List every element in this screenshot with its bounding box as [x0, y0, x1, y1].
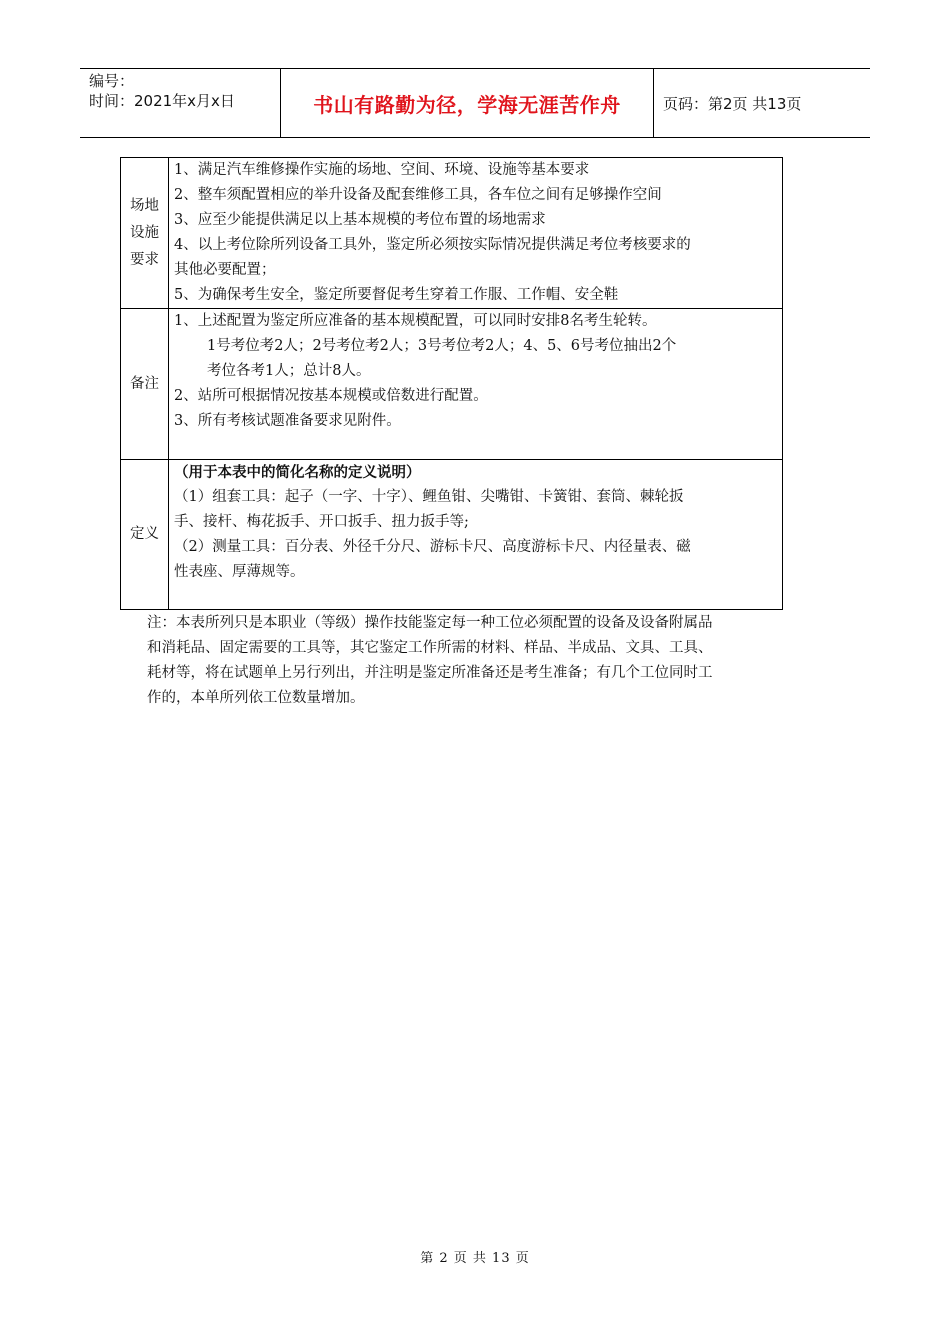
content-line: 考位各考1人；总计8人。 [207, 363, 371, 379]
row-content-definition [169, 460, 783, 610]
content-line: （2）测量工具：百分表、外径千分尺、游标卡尺、高度游标卡尺、内径量表、磁 [174, 539, 691, 555]
content-line: 手、接杆、梅花扳手、开口扳手、扭力扳手等; [174, 514, 469, 530]
row-content-remarks [169, 309, 783, 460]
table-row-definition [121, 460, 783, 610]
motto-text: 书山有路勤为径，学海无涯苦作舟 [313, 92, 621, 117]
label-line: 场地 [130, 197, 159, 214]
page-number-label: 页码：第2页 共13页 [663, 94, 802, 113]
note-line: 作的，本单所列依工位数量增加。 [147, 690, 365, 706]
note-line: 耗材等，将在试题单上另行列出，并注明是鉴定所准备还是考生准备；有几个工位同时工 [147, 665, 713, 681]
content-line: 性表座、厚薄规等。 [174, 564, 305, 580]
page-header [80, 68, 870, 138]
header-motto-cell [281, 69, 654, 137]
header-right-cell [654, 69, 870, 137]
row-label-remarks: 备注 [121, 309, 169, 460]
definition-heading: （用于本表中的简化名称的定义说明） [174, 464, 421, 481]
row-label-site [121, 158, 169, 309]
note-line: 和消耗品、固定需要的工具等，其它鉴定工作所需的材料、样品、半成品、文具、工具、 [147, 640, 713, 656]
note-line: 注：本表所列只是本职业（等级）操作技能鉴定每一种工位必须配置的设备及设备附属品 [147, 615, 713, 631]
content-line: 5、为确保考生安全，鉴定所要督促考生穿着工作服、工作帽、安全鞋 [174, 287, 619, 303]
table-row-remarks [121, 309, 783, 460]
content-line: 2、整车须配置相应的举升设备及配套维修工具，各车位之间有足够操作空间 [174, 187, 662, 203]
content-line: 1、上述配置为鉴定所应准备的基本规模配置，可以同时安排8名考生轮转。 [174, 313, 657, 329]
header-left-cell [80, 69, 281, 137]
content-line: 2、站所可根据情况按基本规模或倍数进行配置。 [174, 388, 488, 404]
page-footer: 第 2 页 共 13 页 [420, 1251, 530, 1266]
content-line: 1、满足汽车维修操作实施的场地、空间、环境、设施等基本要求 [174, 162, 590, 178]
requirements-table [120, 157, 783, 610]
row-label-definition: 定义 [121, 460, 169, 610]
content-line: 3、所有考核试题准备要求见附件。 [174, 413, 401, 429]
label-line: 设施 [130, 224, 159, 241]
content-line: （1）组套工具：起子（一字、十字）、鲤鱼钳、尖嘴钳、卡簧钳、套筒、棘轮扳 [174, 489, 684, 505]
footnote [147, 611, 799, 711]
label-line: 要求 [130, 251, 159, 268]
number-label: 编号： [89, 72, 135, 90]
time-label: 时间：2021年x月x日 [89, 92, 235, 110]
content-line: 其他必要配置； [174, 262, 276, 278]
table-row-site [121, 158, 783, 309]
content-line: 1号考位考2人；2号考位考2人；3号考位考2人；4、5、6号考位抽出2个 [207, 338, 677, 354]
content-line: 4、以上考位除所列设备工具外，鉴定所必须按实际情况提供满足考位考核要求的 [174, 237, 691, 253]
row-content-site [169, 158, 783, 309]
content-line: 3、应至少能提供满足以上基本规模的考位布置的场地需求 [174, 212, 546, 228]
